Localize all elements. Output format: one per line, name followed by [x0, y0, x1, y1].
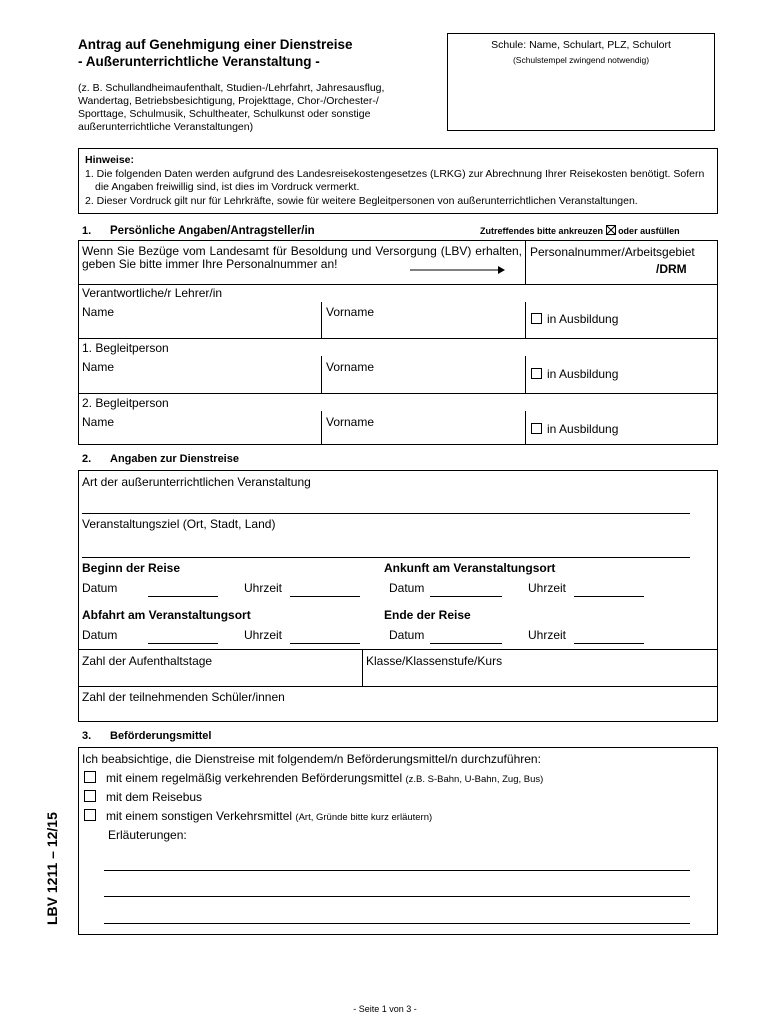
section-3-number: 3.	[82, 730, 92, 742]
crossed-box-icon	[606, 225, 616, 235]
event-type-label: Art der außerunterrichtlichen Veranstaltung	[82, 475, 311, 489]
notes-box	[78, 148, 718, 214]
training-label: in Ausbildung	[547, 367, 619, 381]
divider	[525, 240, 526, 284]
departure-time-label: Uhrzeit	[244, 628, 283, 642]
title-line-2: - Außerunterrichtliche Veranstaltung -	[78, 54, 320, 69]
end-date-label: Datum	[389, 628, 425, 642]
divider	[525, 302, 526, 338]
notes-item-1: 1. Die folgenden Daten werden aufgrund des Landesreisekostengesetzes (LRKG) zur Abrechnung Ihrer Reisekosten benötigt. Sofern die Angaben freiwillig sind, ist dies im Vordruck vermerkt.	[85, 167, 705, 193]
school-stamp-box[interactable]	[447, 33, 715, 131]
explanation-line-1[interactable]	[104, 856, 690, 871]
departure-label: Abfahrt am Veranstaltungsort	[82, 608, 251, 622]
begin-time-field[interactable]	[290, 582, 360, 597]
companion-1-firstname-field[interactable]	[326, 375, 522, 391]
instruction-pre: Zutreffendes bitte ankreuzen	[480, 226, 604, 236]
end-time-field[interactable]	[574, 629, 644, 644]
divider	[78, 393, 718, 394]
form-code: LBV 1211 – 12/15	[44, 812, 60, 925]
companion-2-training-checkbox[interactable]	[531, 423, 542, 434]
arrival-date-field[interactable]	[430, 582, 502, 597]
companion-1-firstname-label: Vorname	[326, 360, 375, 374]
page-number: - Seite 1 von 3 -	[353, 1004, 417, 1014]
transport-public-checkbox[interactable]	[84, 771, 96, 783]
explanations-label: Erläuterungen:	[108, 828, 187, 842]
divider	[321, 302, 322, 338]
begin-time-label: Uhrzeit	[244, 581, 283, 595]
divider	[525, 356, 526, 393]
title-line-1: Antrag auf Genehmigung einer Dienstreise	[78, 37, 353, 52]
companion-1-name-label: Name	[82, 360, 115, 374]
divider	[525, 411, 526, 445]
arrival-time-field[interactable]	[574, 582, 644, 597]
event-goal-field[interactable]	[82, 542, 690, 558]
personal-number-label: Personalnummer/Arbeitsgebiet	[530, 245, 695, 259]
option-1-note: (z.B. S-Bahn, U-Bahn, Zug, Bus)	[405, 774, 544, 785]
teacher-training-option[interactable]	[531, 312, 618, 326]
option-1-label: mit einem regelmäßig verkehrenden Beförderungsmittel	[106, 771, 403, 785]
notes-title: Hinweise:	[85, 154, 135, 166]
class-field[interactable]	[366, 668, 712, 684]
teacher-training-checkbox[interactable]	[531, 313, 542, 324]
trip-end-label: Ende der Reise	[384, 608, 471, 622]
event-goal-label: Veranstaltungsziel (Ort, Stadt, Land)	[82, 517, 276, 531]
class-label: Klasse/Klassenstufe/Kurs	[366, 654, 503, 668]
teacher-name-field[interactable]	[82, 320, 318, 336]
companion-1-name-field[interactable]	[82, 375, 318, 391]
divider	[78, 686, 718, 687]
drm-label: /DRM	[656, 262, 687, 276]
companion-1-training-checkbox[interactable]	[531, 368, 542, 379]
end-time-label: Uhrzeit	[528, 628, 567, 642]
companion-2-training-option[interactable]	[531, 422, 618, 436]
section-3-title: Beförderungsmittel	[110, 730, 212, 742]
trip-begin-label: Beginn der Reise	[82, 561, 181, 575]
form-title	[78, 36, 353, 70]
section-1-number: 1.	[82, 225, 92, 237]
training-label: in Ausbildung	[547, 312, 619, 326]
companion-1-training-option[interactable]	[531, 367, 618, 381]
instruction-post: oder ausfüllen	[618, 226, 680, 236]
stay-days-field[interactable]	[82, 668, 358, 684]
section-1-title: Persönliche Angaben/Antragsteller/in	[110, 225, 315, 237]
begin-date-field[interactable]	[148, 582, 218, 597]
companion-1-label: 1. Begleitperson	[82, 341, 169, 355]
end-date-field[interactable]	[430, 629, 502, 644]
school-note: (Schulstempel zwingend notwendig)	[512, 55, 650, 65]
lbv-notice: Wenn Sie Bezüge vom Landesamt für Besoldung und Versorgung (LBV) erhalten, geben Sie bitte immer Ihre Personalnummer an!	[82, 244, 522, 271]
section-2-title: Angaben zur Dienstreise	[110, 453, 239, 465]
training-label: in Ausbildung	[547, 422, 619, 436]
transport-intro: Ich beabsichtige, die Dienstreise mit folgendem/n Beförderungsmittel/n durchzuführen:	[82, 752, 541, 766]
companion-2-name-field[interactable]	[82, 430, 318, 444]
option-3-label: mit einem sonstigen Verkehrsmittel	[106, 809, 293, 823]
event-type-field[interactable]	[82, 498, 690, 514]
companion-2-label: 2. Begleitperson	[82, 396, 169, 410]
section-1-instruction	[480, 225, 680, 236]
arrival-label: Ankunft am Veranstaltungsort	[384, 561, 556, 575]
form-subtitle: (z. B. Schullandheimaufenthalt, Studien-/Lehrfahrt, Jahresausflug, Wandertag, Betriebsbesichtigung, Projekttage, Chor-/Orchester-/ Sporttage, Schulmusik, Schultheater, Schulkunst oder sonstige außerunterrichtliche Veranstaltungen)	[78, 82, 385, 133]
transport-option-bus[interactable]	[84, 790, 202, 804]
departure-time-field[interactable]	[290, 629, 360, 644]
teacher-label: Verantwortliche/r Lehrer/in	[82, 286, 223, 300]
students-count-field[interactable]	[82, 704, 712, 718]
divider	[78, 284, 718, 285]
transport-bus-checkbox[interactable]	[84, 790, 96, 802]
section-2-number: 2.	[82, 453, 92, 465]
transport-option-public[interactable]	[84, 771, 543, 785]
arrival-time-label: Uhrzeit	[528, 581, 567, 595]
school-label: Schule: Name, Schulart, PLZ, Schulort	[491, 39, 671, 51]
companion-2-name-label: Name	[82, 415, 115, 429]
companion-2-firstname-label: Vorname	[326, 415, 375, 429]
students-count-label: Zahl der teilnehmenden Schüler/innen	[82, 690, 285, 704]
teacher-firstname-field[interactable]	[326, 320, 522, 336]
divider	[362, 649, 363, 686]
departure-date-label: Datum	[82, 628, 118, 642]
divider	[78, 649, 718, 650]
option-2-label: mit dem Reisebus	[106, 790, 203, 804]
divider	[321, 356, 322, 393]
transport-option-other[interactable]	[84, 809, 432, 823]
arrival-date-label: Datum	[389, 581, 425, 595]
teacher-firstname-label: Vorname	[326, 305, 375, 319]
divider	[321, 411, 322, 445]
companion-2-firstname-field[interactable]	[326, 430, 522, 444]
teacher-name-label: Name	[82, 305, 115, 319]
begin-date-label: Datum	[82, 581, 118, 595]
transport-other-checkbox[interactable]	[84, 809, 96, 821]
explanation-line-3[interactable]	[104, 909, 690, 924]
option-3-note: (Art, Gründe bitte kurz erläutern)	[295, 812, 433, 823]
departure-date-field[interactable]	[148, 629, 218, 644]
notes-item-2: 2. Dieser Vordruck gilt nur für Lehrkräfte, sowie für weitere Begleitpersonen von außerunterrichtlichen Veranstaltungen.	[85, 194, 638, 207]
stay-days-label: Zahl der Aufenthaltstage	[82, 654, 213, 668]
explanation-line-2[interactable]	[104, 882, 690, 897]
divider	[78, 338, 718, 339]
arrow-right-icon	[410, 262, 505, 280]
